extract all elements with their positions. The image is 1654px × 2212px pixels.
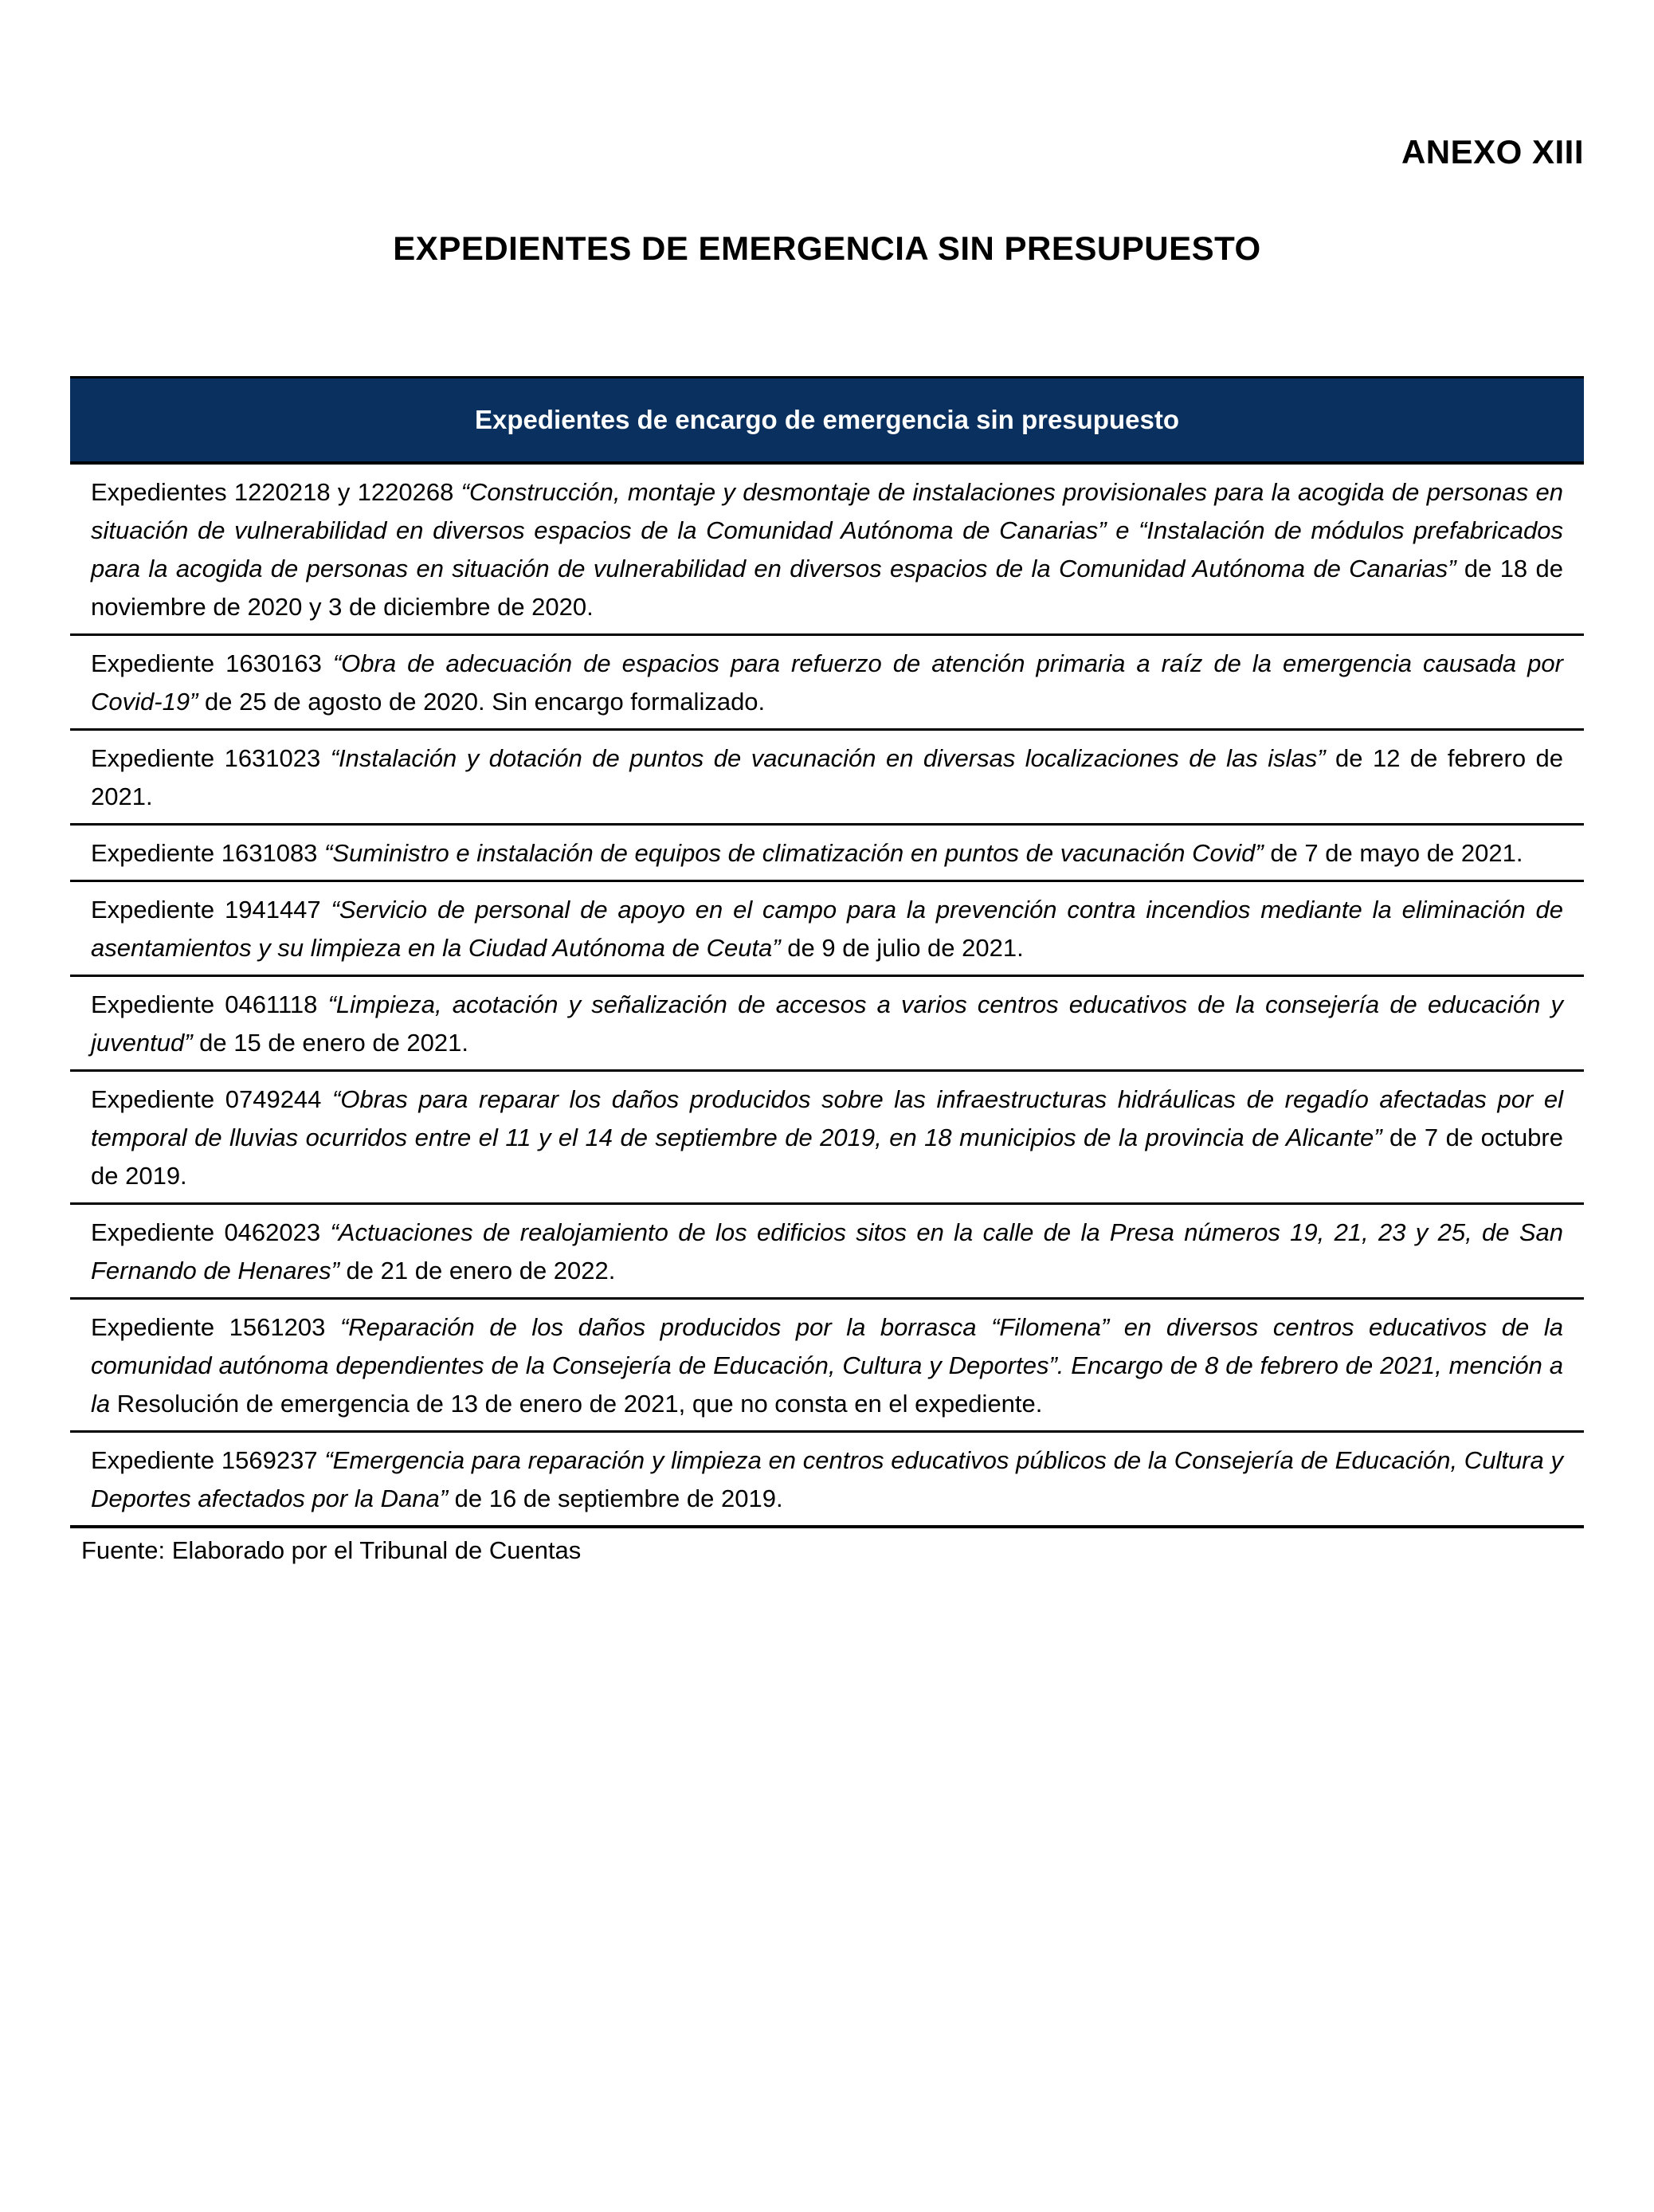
row-text-segment: “Obras para reparar los daños producidos sobre las infraestructuras hidráulicas de regadío afectadas por el temporal de lluvias ocurridos entre el 11 y el 14 de septiembre de 2019, en 18 municipios de la provincia de Alicante” [91, 1085, 1563, 1151]
table-row [70, 1300, 1584, 1433]
annex-label: ANEXO XIII [1401, 133, 1584, 171]
table-row [70, 1205, 1584, 1300]
expedientes-table [70, 376, 1584, 1528]
source-note: Fuente: Elaborado por el Tribunal de Cuentas [81, 1536, 582, 1564]
row-text-segment: Resolución de emergencia de 13 de enero de 2021, que no consta en el expediente. [116, 1390, 1043, 1418]
row-text-segment: de 18 de noviembre de 2020 y 3 de diciembre de 2020. [91, 555, 1563, 621]
table-row [70, 977, 1584, 1072]
table-row [70, 882, 1584, 977]
row-text-segment: de 7 de octubre de 2019. [91, 1124, 1563, 1190]
table-row [70, 731, 1584, 826]
row-text-segment: “Emergencia para reparación y limpieza en centros educativos públicos de la Consejería de Educación, Cultura y Deportes afectados por la Dana” [91, 1446, 1563, 1512]
row-text-segment: Expediente 1631083 [91, 839, 325, 867]
row-text-segment: “Reparación de los daños producidos por la borrasca “Filomena” en diversos centros educativos de la comunidad autónoma dependientes de la Consejería de Educación, Cultura y Deportes”. Encargo de 8 de febrero de 2021, mención a la [91, 1313, 1563, 1418]
row-text-segment: de 16 de septiembre de 2019. [454, 1484, 783, 1512]
table-header [70, 376, 1584, 465]
page-title: EXPEDIENTES DE EMERGENCIA SIN PRESUPUESTO [393, 229, 1261, 267]
row-text-segment: Expediente 1631023 [91, 744, 331, 772]
table-row [70, 826, 1584, 882]
table-row [70, 465, 1584, 636]
table-row [70, 1072, 1584, 1205]
row-text-segment: “Suministro e instalación de equipos de climatización en puntos de vacunación Covid” [324, 839, 1271, 867]
row-text-segment: Expediente 1630163 [91, 649, 333, 677]
page-content [70, 132, 1584, 1568]
row-text-segment: de 9 de julio de 2021. [787, 934, 1024, 962]
row-text-segment: “Actuaciones de realojamiento de los edificios sitos en la calle de la Presa números 19, 21, 23 y 25, de San Fernando de Henares” [91, 1218, 1563, 1284]
row-text-segment: Expediente 0461118 [91, 990, 328, 1018]
table-body [70, 465, 1584, 1528]
row-text-segment: de 21 de enero de 2022. [346, 1257, 616, 1284]
row-text-segment: Expediente 1569237 [91, 1446, 325, 1474]
row-text-segment: “Instalación y dotación de puntos de vacunación en diversas localizaciones de las islas” [330, 744, 1336, 772]
row-text-segment: de 12 de febrero de 2021. [91, 744, 1563, 810]
row-text-segment: Expediente 0462023 [91, 1218, 331, 1246]
table-row [70, 1433, 1584, 1528]
table-row [70, 636, 1584, 731]
row-text-segment: Expediente 1941447 [91, 896, 331, 924]
row-text-segment: Expediente 1561203 [91, 1313, 340, 1341]
row-text-segment: “Construcción, montaje y desmontaje de instalaciones provisionales para la acogida de personas en situación de vulnerabilidad en diversos espacios de la Comunidad Autónoma de Canarias” e “Instalación de módulos prefabricados para la acogida de personas en situación de vulnerabilidad en diversos espacios de la Comunidad Autónoma de Canarias” [91, 478, 1563, 582]
row-text-segment: “Servicio de personal de apoyo en el campo para la prevención contra incendios mediante la eliminación de asentamientos y su limpieza en la Ciudad Autónoma de Ceuta” [91, 896, 1563, 962]
row-text-segment: Expediente 0749244 [91, 1085, 333, 1113]
row-text-segment: de 15 de enero de 2021. [199, 1029, 468, 1057]
row-text-segment: Expedientes 1220218 y 1220268 [91, 478, 461, 506]
row-text-segment: “Obra de adecuación de espacios para refuerzo de atención primaria a raíz de la emergencia causada por Covid-19” [91, 649, 1563, 716]
table-header-label: Expedientes de encargo de emergencia sin presupuesto [475, 405, 1179, 434]
row-text-segment: “Limpieza, acotación y señalización de accesos a varios centros educativos de la consejería de educación y juventud” [91, 990, 1563, 1057]
row-text-segment: de 7 de mayo de 2021. [1270, 839, 1523, 867]
row-text-segment: de 25 de agosto de 2020. Sin encargo formalizado. [205, 688, 766, 716]
